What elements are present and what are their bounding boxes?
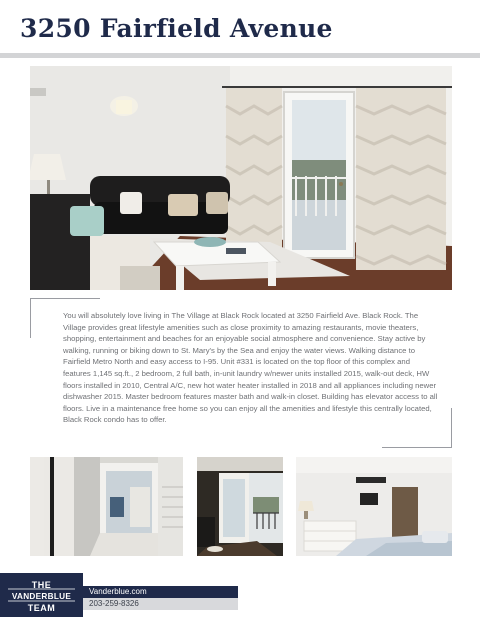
deck-view-photo bbox=[197, 457, 283, 556]
description-block bbox=[30, 298, 452, 448]
corner-accent bbox=[30, 298, 100, 299]
logo-line-team: TEAM bbox=[27, 603, 56, 613]
title-divider bbox=[0, 53, 480, 58]
vanderblue-team-logo bbox=[0, 573, 83, 617]
website-bar bbox=[83, 586, 238, 598]
balcony-door-photo bbox=[30, 457, 183, 556]
bedroom-photo bbox=[296, 457, 452, 556]
corner-accent bbox=[30, 298, 31, 338]
corner-accent bbox=[382, 447, 452, 448]
logo-line-the: THE bbox=[31, 580, 52, 590]
phone-number[interactable]: 203-259-8326 bbox=[89, 599, 139, 608]
logo-line-name: VANDERBLUE bbox=[11, 592, 72, 601]
listing-description: You will absolutely love living in The Village at Black Rock located at 3250 Fairfield Ave. Black Rock. The Village provides great lifestyle amenities such as close proximity to amazing restaurants, movie theaters, shopping, entertainment and beaches for an enjoyable social atmosphere and convenience. Stay active by walking, running or biking down to St. Mary's by the Sea and enjoy the water views. Walking distance to Fairfield Metro North and easy access to I-95. Unit #331 is located on the top floor of this complex and features 1,145 sq.ft., 2 bedroom, 2 full bath, in-unit laundry w/newer units installed 2015, walk-out deck, HW floors installed in 2010, Central A/C, new hot water heater installed in 2018 and all appliances including newer dishwasher 2015. Master bedroom features master bath and walk-in closet. Building has elevator access to all floors. Live in a maintenance free home so you can enjoy all the amenities and lifestyle this centrally located, Black Rock condo has to offer. bbox=[63, 311, 438, 425]
website-link[interactable]: Vanderblue.com bbox=[89, 587, 147, 596]
listing-title: 3250 Fairfield Avenue bbox=[20, 14, 333, 43]
living-room-photo bbox=[30, 66, 452, 290]
corner-accent bbox=[451, 408, 452, 448]
phone-bar bbox=[83, 598, 238, 610]
